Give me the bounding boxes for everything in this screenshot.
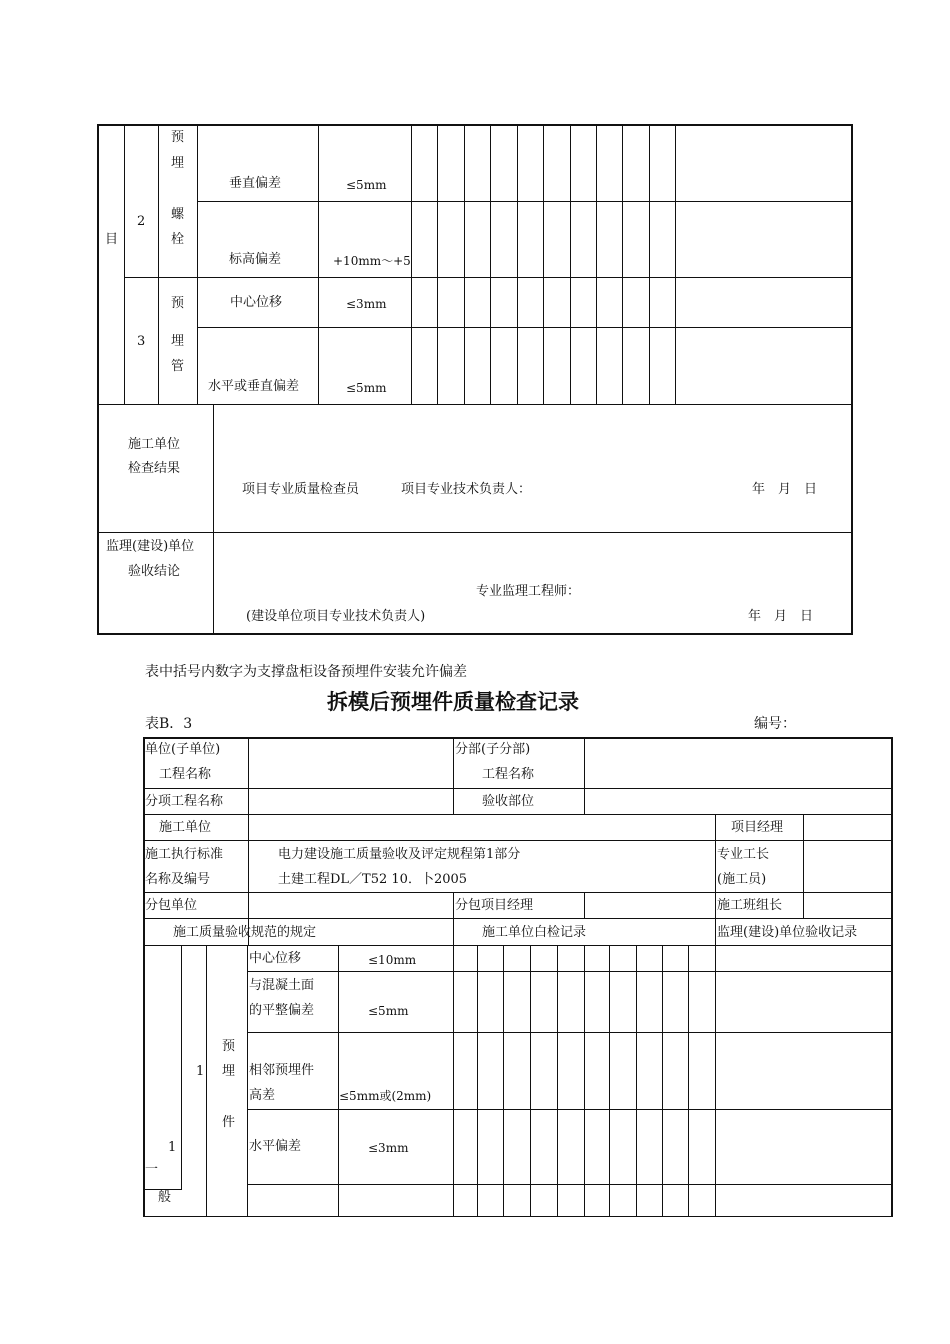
- check-value: ≤3mm: [368, 1141, 409, 1155]
- item-name-char: 螺: [171, 207, 185, 222]
- sub-pm-label: 分包项目经理: [455, 898, 534, 913]
- check-value: ≤5mm: [346, 178, 387, 192]
- tech-lead-signature: 项目专业技术负责人：: [401, 482, 532, 497]
- check-value: ≤5mm: [368, 1004, 409, 1018]
- item-name-char: 预: [171, 296, 185, 311]
- standard-value: 电力建设施工质量验收及评定规程第1部分: [278, 847, 521, 862]
- category-char: 1: [168, 1140, 177, 1155]
- inspect-date: 年 月 日: [752, 482, 818, 497]
- check-label: 与混凝土面: [249, 978, 315, 993]
- item-name-char: 管: [171, 359, 185, 374]
- item-name-char: 埋: [171, 156, 185, 171]
- foreman-label: 专业工长: [717, 847, 770, 862]
- check-label: 水平偏差: [249, 1139, 302, 1154]
- check-label: 标高偏差: [229, 252, 282, 267]
- check-value: ≤5mm: [346, 381, 387, 395]
- standard-label: 名称及编号: [145, 872, 211, 887]
- inspector-signature: 项目专业质量检查员: [242, 482, 360, 497]
- check-label: 中心位移: [230, 295, 283, 310]
- unit-label: 工程名称: [159, 767, 212, 782]
- supervise-label: 验收结论: [128, 564, 181, 579]
- sub-label: 分部(子分部): [455, 742, 531, 757]
- standard-label: 施工执行标准: [145, 847, 224, 862]
- sub-label: 工程名称: [482, 767, 535, 782]
- check-label: 相邻预埋件: [249, 1063, 315, 1078]
- check-label: 中心位移: [249, 951, 302, 966]
- item-name-char: 预: [171, 130, 185, 145]
- check-label: 水平或垂直偏差: [208, 379, 300, 394]
- item-name-char: 件: [222, 1115, 236, 1130]
- supervise-label: 监理(建设)单位: [106, 539, 195, 554]
- owner-signature: (建设单位项目专业技术负责人): [246, 609, 426, 624]
- foreman-label: (施工员): [717, 872, 767, 887]
- check-value: +10mm～+5: [333, 254, 411, 268]
- item-name-char: 埋: [222, 1064, 236, 1079]
- check-value: ≤10mm: [368, 953, 417, 967]
- form-title: 拆模后预埋件质量检查记录: [327, 690, 579, 714]
- inspect-label: 施工单位: [128, 437, 181, 452]
- item-name-char: 栓: [171, 232, 185, 247]
- footnote: 表中括号内数字为支撑盘柜设备预埋件安装允许偏差: [145, 664, 467, 680]
- supervise-date: 年 月 日: [748, 609, 814, 624]
- standard-value: 土建工程DL／T52 10．卜2005: [278, 872, 468, 887]
- item-no: 1: [196, 1064, 205, 1079]
- pm-label: 项目经理: [731, 820, 784, 835]
- check-value: ≤5mm或(2mm): [339, 1089, 432, 1103]
- supervise-header: 监理(建设)单位验收记录: [717, 925, 858, 940]
- category-char: 般: [158, 1190, 172, 1205]
- check-label: 高差: [249, 1088, 276, 1103]
- self-check-header: 施工单位白检记录: [482, 925, 587, 940]
- category-char: 一: [145, 1162, 159, 1177]
- item-name-char: 埋: [171, 334, 185, 349]
- serial-label: 编号：: [754, 716, 796, 732]
- item-project-label: 分项工程名称: [145, 794, 224, 809]
- item-no: 2: [137, 214, 146, 229]
- builder-label: 施工单位: [159, 820, 212, 835]
- accept-part-label: 验收部位: [482, 794, 535, 809]
- spec-header: 施工质量验收规范的规定: [173, 925, 317, 940]
- item-name-char: 预: [222, 1039, 236, 1054]
- subcontractor-label: 分包单位: [145, 898, 198, 913]
- team-leader-label: 施工班组长: [717, 898, 783, 913]
- inspect-label: 检查结果: [128, 461, 181, 476]
- side-label: 目: [105, 232, 119, 247]
- table-number: 表B．3: [145, 716, 193, 732]
- check-label: 的平整偏差: [249, 1003, 315, 1018]
- item-no: 3: [137, 334, 146, 349]
- unit-label: 单位(子单位): [145, 742, 221, 757]
- engineer-signature: 专业监理工程师：: [476, 584, 581, 599]
- check-label: 垂直偏差: [229, 176, 282, 191]
- check-value: ≤3mm: [346, 297, 387, 311]
